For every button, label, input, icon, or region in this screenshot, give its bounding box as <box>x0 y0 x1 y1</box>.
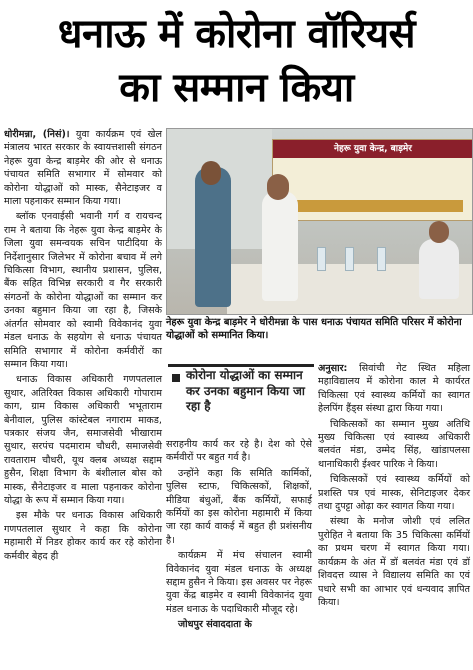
paragraph-4: इस मौके पर धनाऊ विकास अधिकारी गणपतलाल सुथार ने कहा कि कोरोना महामारी में निडर होकर कार्य कर रहे कोरोना कर्मवीर बेहद ही <box>4 510 162 562</box>
paragraph-9-text: सिवांची गेट स्थित महिला महाविद्यालय में कोरोना काल मे कार्यरत चिकित्सा एवं स्वास्थ्य कर्मियों का स्वागत हेलपिंग हैंड्स संस्था द्वारा किया गया। <box>318 363 470 415</box>
paragraph-2: ब्लॉक एनवाईसी भवानी गर्ग व रायचन्द राम ने बताया कि नेहरू युवा केन्द्र बाड़मेर के जिला युवा समन्वयक सचिन पाटीदिया के निर्देशानुसार जिलेभर में कोरोना बचाव में लगे चिकित्सा विभाग, स्थानीय प्रशासन, पुलिस, बैंक सहित विभिन्न सरकारी व गैर सरकारी संगठनों के कोरोना योद्धाओं का सम्मान कर उनका बहुमान किया जा रहा है, जिसके अंतर्गत सोमवार को स्वामी विवेकानंद युवा मंडल धनाऊ के सहयोग से धनाऊ पंचायत समिति सभागार में कोरोना कर्मवीरों का सम्मान किया गया। <box>4 211 162 370</box>
paragraph-11: चिकित्सकों एवं स्वास्थ्य कर्मियों को प्रशस्ति पत्र एवं मास्क, सेनिटाइजर देकर तथा दुपट्टा ओढ़ा कर स्वागत किया गया। <box>318 474 470 513</box>
paragraph-12: संस्था के मनोज जोशी एवं ललित पुरोहित ने बताया कि 35 चिकित्सा कर्मियों का प्रथम चरण में स्वागत किया गया। कार्यक्रम के अंत में डॉ बलवंत मंडा एवं डॉ शिवदत्त व्यास ने विद्यालय समिति का एवं पधारे सभी का आभार एवं धन्यवाद ज्ञापित किया। <box>318 516 470 608</box>
bottle-2 <box>317 247 326 271</box>
headline-line-2: का सम्मान किया <box>119 65 354 111</box>
headline <box>0 0 473 120</box>
paragraph-6: उन्होंने कहा कि समिति कार्मिकों, पुलिस स्टाफ, चिकित्सकों, शिक्षकों, मीडिया बंधुओं, बैंक कर्मियों, सफाई कर्मियों का इस कोरोना महामारी में किया जा रहा कार्य वाकई में बहुत ही प्रशंसनीय है। <box>166 467 312 546</box>
paragraph-10: चिकित्सकों का सम्मान मुख्य अतिथि मुख्य चिकित्सा एवं स्वास्थ्य अधिकारी बलवंत मंडा, उम्मेद सिंह, खांडापलसा थानाधिकारी ईश्वर पारिक ने किया। <box>318 418 470 470</box>
news-photo <box>166 128 473 315</box>
article-column-1 <box>4 128 162 565</box>
bottle-4 <box>377 247 386 271</box>
person-1-head <box>201 161 221 185</box>
pull-quote-rule <box>168 364 314 367</box>
paragraph-9 <box>318 362 470 416</box>
paragraph-1 <box>4 128 162 208</box>
paragraph-7: कार्यक्रम में मंच संचालन स्वामी विवेकानंद युवा मंडल धनाऊ के अध्यक्ष सद्दाम हुसैन ने किया। इस अवसर पर नेहरू युवा केंद्र बाड़मेर व स्वामी विवेकानंद युवा मंडल धनाऊ के पदाधिकारी मौजूद रहे। <box>166 550 312 615</box>
dateline-2: अनुसार: <box>318 363 348 374</box>
paragraph-8: जोधपुर संवाददाता के <box>178 619 252 631</box>
person-3 <box>419 239 459 299</box>
bottle-3 <box>345 247 354 271</box>
paragraph-5: सराहनीय कार्य कर रहे है। देश को ऐसे कर्मवीरों पर बहुत गर्व है। <box>166 439 312 464</box>
person-2-head <box>267 174 289 200</box>
banner-stripe <box>283 200 463 212</box>
headline-line-1: धनाऊ में कोरोना वॉरियर्स <box>57 11 416 57</box>
paragraph-3: धनाऊ विकास अधिकारी गणपतलाल सुथार, अतिरिक्त विकास अधिकारी गोपाराम काग, ग्राम विकास अधिकारी भभूताराम बेनीवाल, पुलिस कांस्टेबल नगाराम माकड, पत्रकार संजय जैन, समाजसेवी भीखाराम सुथार, सरपंच पदमाराम चौधरी, समाजसेवी रावताराम चौधरी, यूथ क्लब अध्यक्ष सद्दाम हुसैन, शिक्षा विभाग के बंशीलाल बोस को मास्क, सैनेटाइजर व माला पहनाकर कोरोना योद्धा के रूप में सम्मान किया गया। <box>4 374 162 506</box>
banner-title: नेहरू युवा केन्द्र, बाड़मेर <box>273 140 473 158</box>
pull-quote-bullet <box>172 374 180 382</box>
photo-banner <box>272 139 473 221</box>
person-3-head <box>429 221 449 243</box>
paragraph-1-text: युवा कार्यक्रम एवं खेल मंत्रालय भारत सरकार के स्वायत्तशासी संगठन नेहरू युवा केन्द्र बाड़मेर की ओर से धनाऊ पंचायत समिति सभागार में सोमवार को कोरोना योद्धाओं को मास्क, सैनेटाइजर व माला पहनाकर सम्मान किया गया। <box>4 129 162 208</box>
dateline: धोरीमन्ना, (निसं)। <box>4 129 70 140</box>
article-column-3 <box>318 362 470 611</box>
person-2 <box>262 191 298 301</box>
person-1 <box>195 167 231 307</box>
photo-caption: नेहरू युवा केन्द्र बाड़मेर ने धोरीमन्ना के पास धनाऊ पंचायत समिति परिसर में कोरोना योद्धाओं को सम्मानित किया। <box>166 317 462 341</box>
article-column-2 <box>166 438 312 634</box>
pull-quote-text: कोरोना योद्धाओं का सम्मान कर उनका बहुमान किया जा रहा है <box>186 368 305 413</box>
pull-quote <box>168 362 314 434</box>
